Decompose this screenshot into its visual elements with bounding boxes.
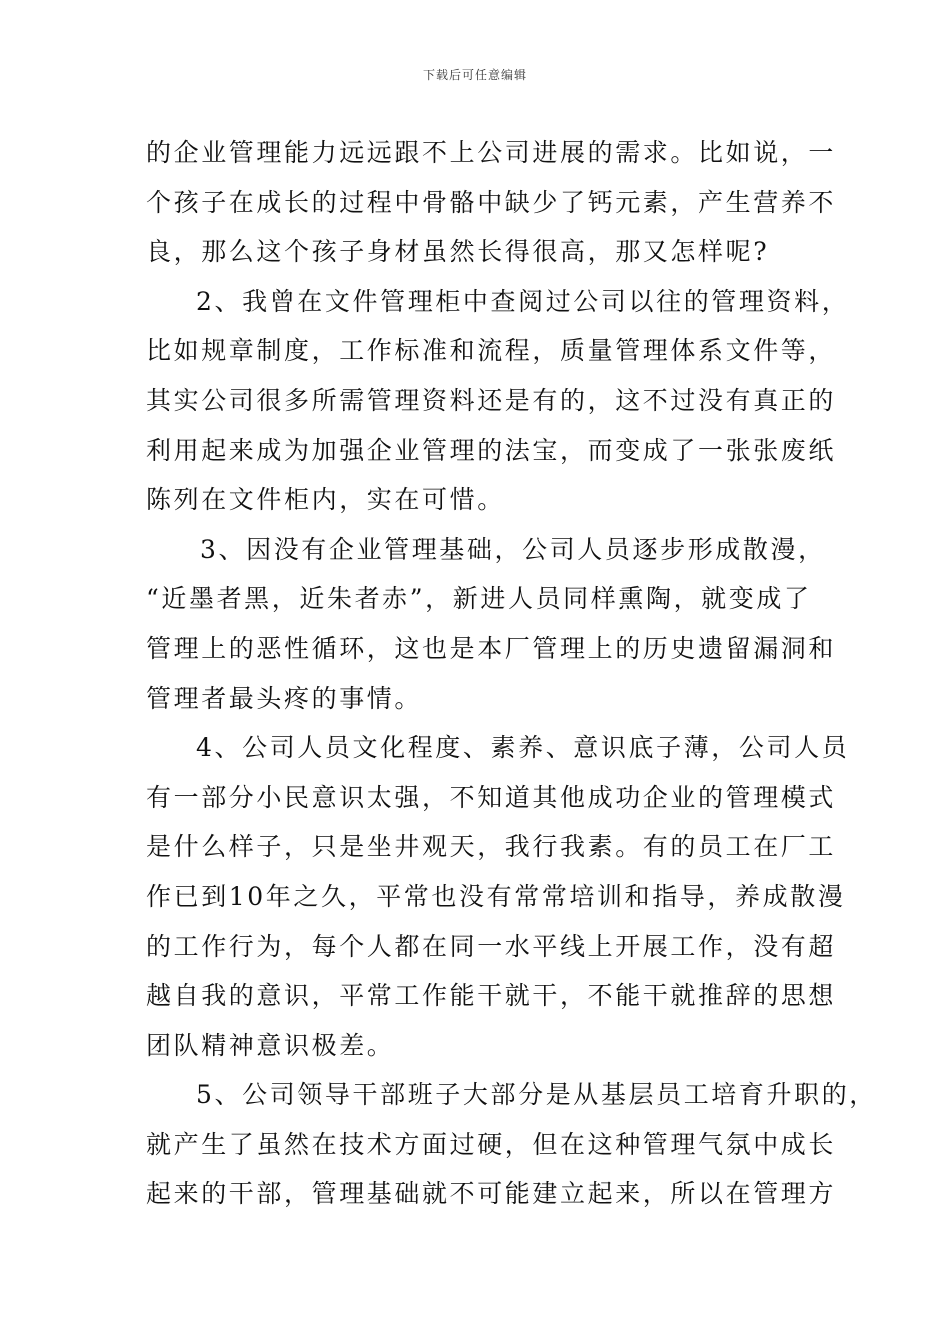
text-line: 的工作行为，每个人都在同一水平线上开展工作，没有超 (146, 931, 837, 961)
text-line: 良，那么这个孩子身材虽然长得很高，那又怎样呢? (146, 237, 770, 267)
text-line: 的企业管理能力远远跟不上公司进展的需求。比如说，一 (146, 138, 837, 167)
text-line: 管理上的恶性循环，这也是本厂管理上的历史遗留漏洞和 (146, 633, 837, 663)
text-line: 比如规章制度，工作标准和流程，质量管理体系文件等， (146, 336, 837, 366)
paragraph-3-start: 3、因没有企业管理基础，公司人员逐步形成散漫， (200, 534, 826, 564)
text-line: 个孩子在成长的过程中骨骼中缺少了钙元素，产生营养不 (146, 187, 837, 217)
text-line: 陈列在文件柜内，实在可惜。 (146, 485, 505, 515)
text-line: 作已到10年之久，平常也没有常常培训和指导，养成散漫 (146, 881, 846, 911)
text-line: 其实公司很多所需管理资料还是有的，这不过没有真正的 (146, 385, 837, 415)
text-line: 就产生了虽然在技术方面过硬，但在这种管理气氛中成长 (146, 1129, 837, 1159)
text-line: “近墨者黑，近朱者赤”，新进人员同样熏陶，就变成了 (146, 584, 812, 614)
page-header: 下载后可任意编辑 (422, 68, 527, 82)
text-line: 管理者最头疼的事情。 (146, 683, 423, 713)
paragraph-2-start: 2、我曾在文件管理柜中查阅过公司以往的管理资料， (196, 286, 850, 316)
text-line: 有一部分小民意识太强，不知道其他成功企业的管理模式 (146, 782, 837, 812)
paragraph-4-start: 4、公司人员文化程度、素养、意识底子薄，公司人员 (196, 733, 850, 763)
text-line: 起来的干部，管理基础就不可能建立起来，所以在管理方 (146, 1179, 837, 1209)
paragraph-5-start: 5、公司领导干部班子大部分是从基层员工培育升职的， (196, 1080, 877, 1110)
text-line: 利用起来成为加强企业管理的法宝，而变成了一张张废纸 (146, 435, 837, 465)
text-line: 团队精神意识极差。 (146, 1030, 395, 1060)
text-line: 是什么样子，只是坐井观天，我行我素。有的员工在厂工 (146, 832, 837, 862)
document-body (146, 128, 877, 1219)
text-line: 越自我的意识，平常工作能干就干，不能干就推辞的思想 (146, 981, 837, 1011)
